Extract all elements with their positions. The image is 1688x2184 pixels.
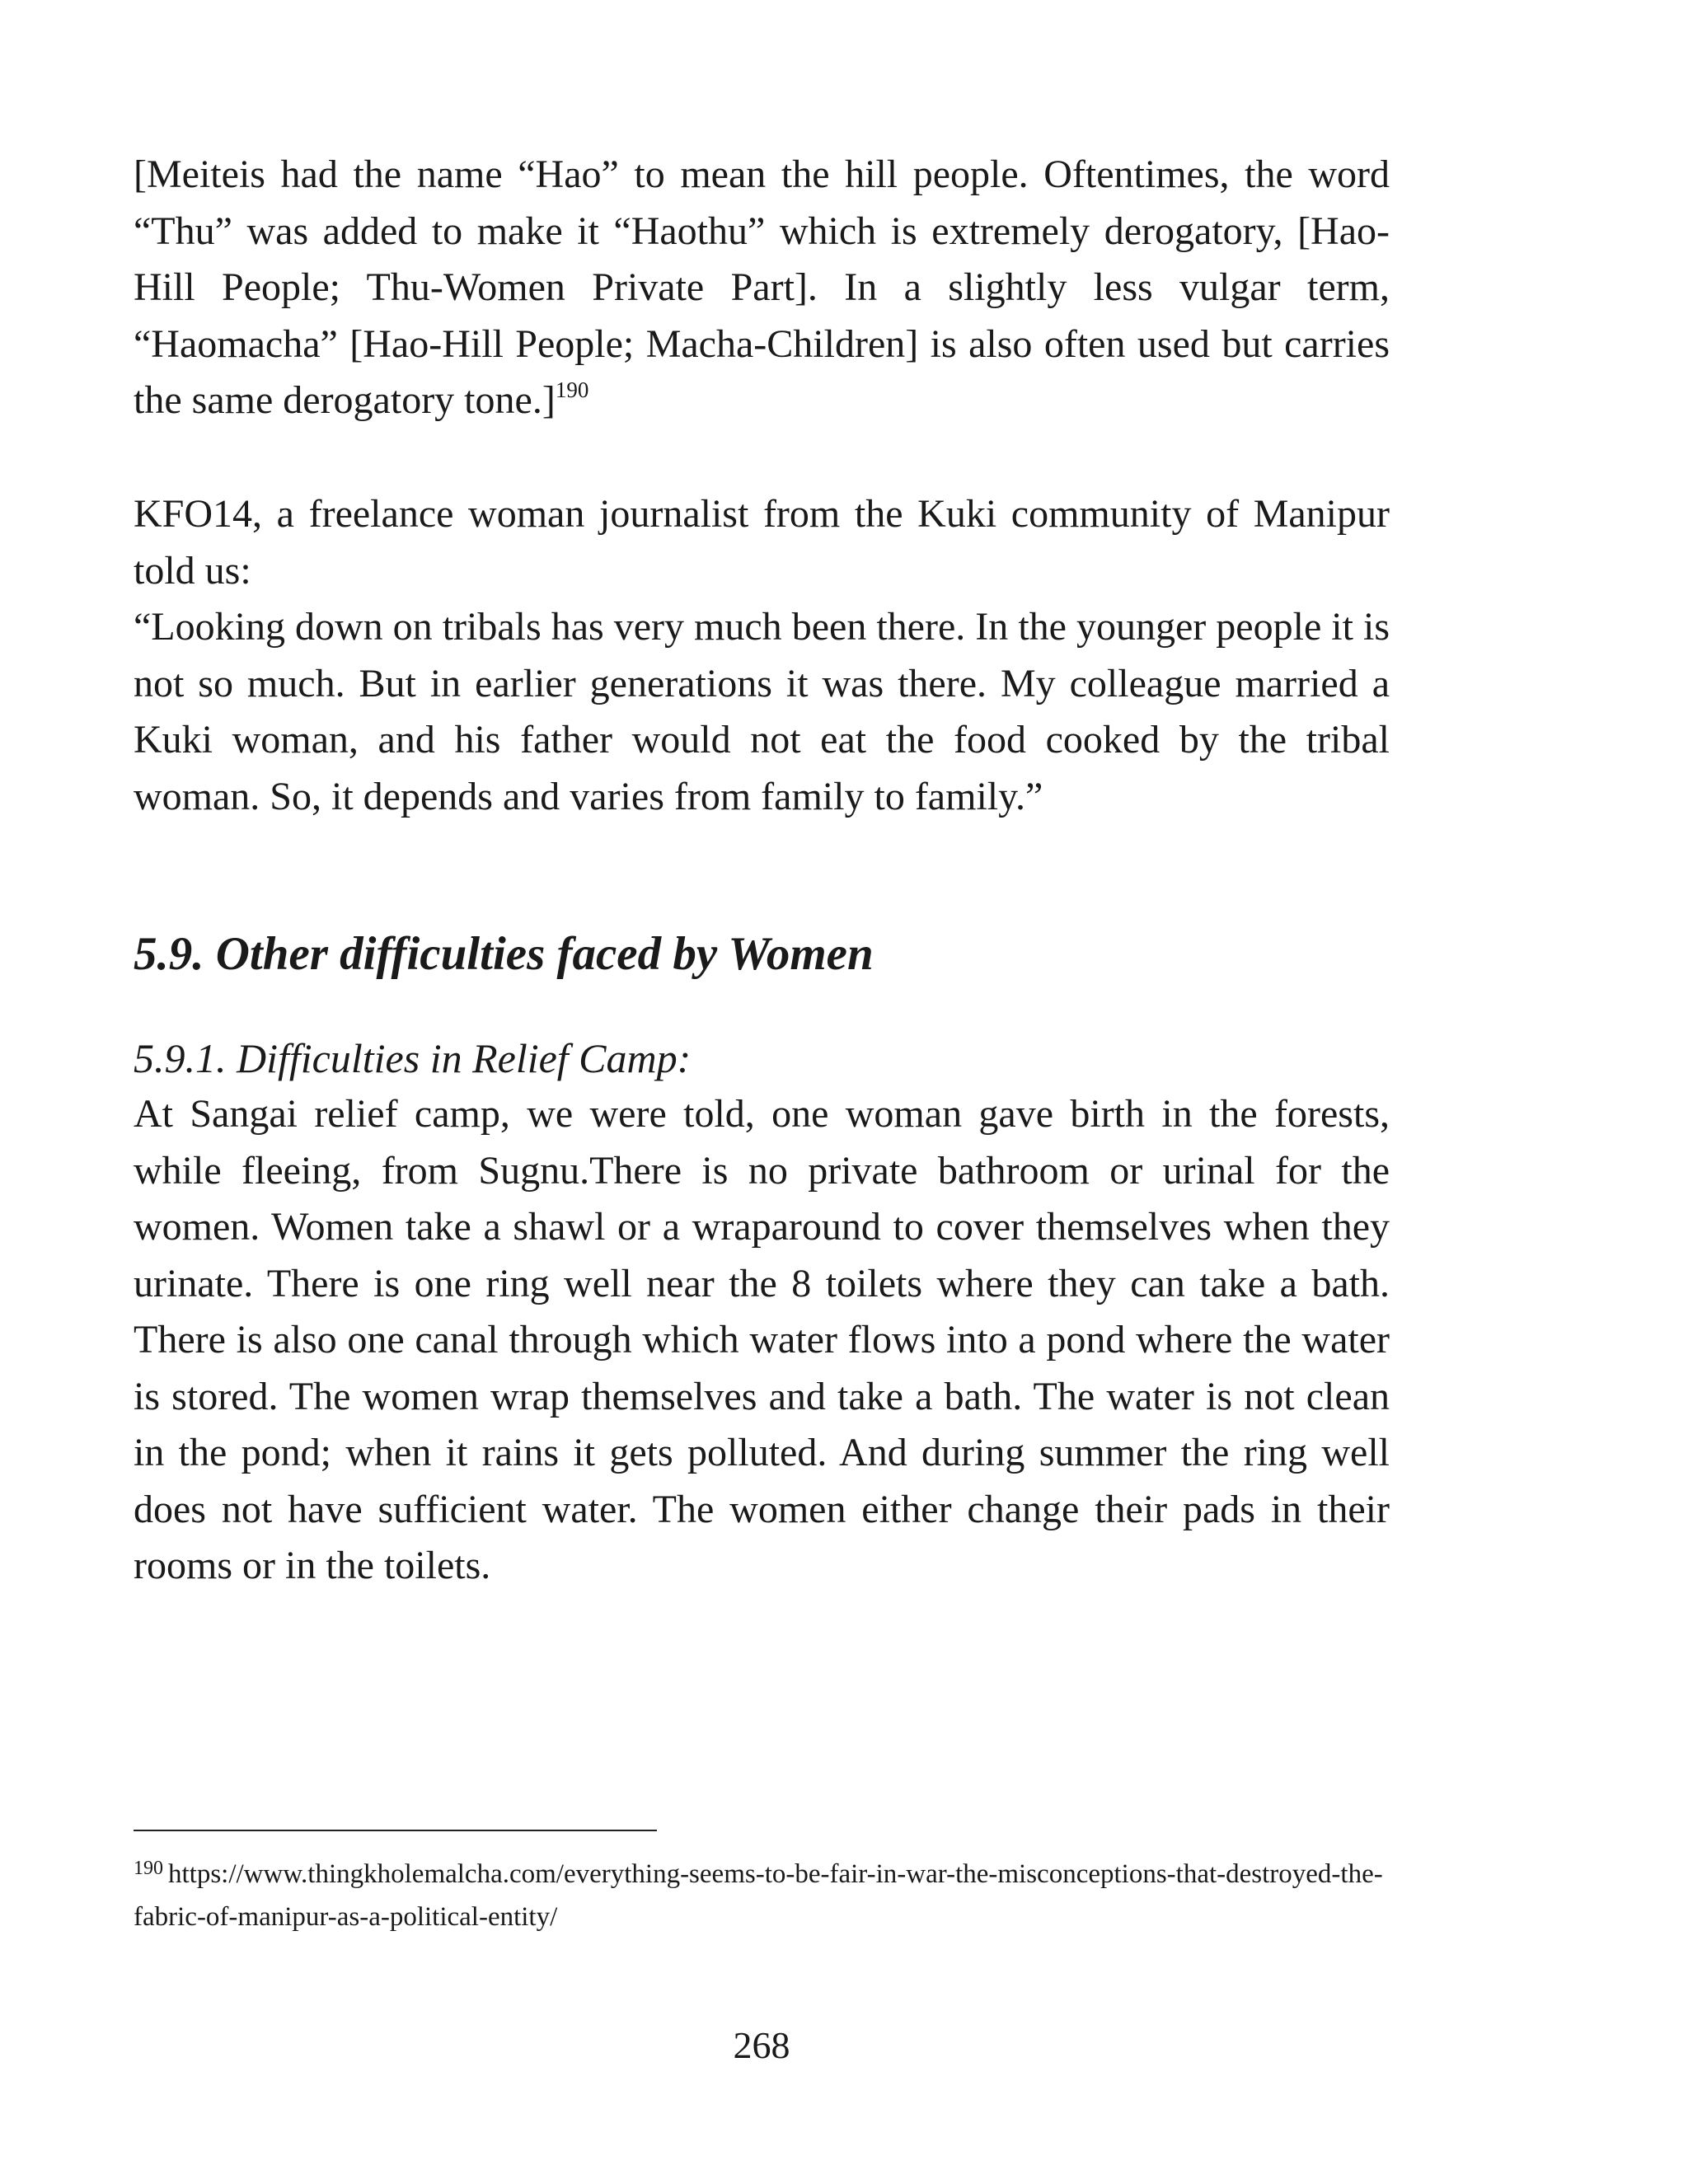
footnote-number: 190 (134, 1858, 163, 1879)
paragraph-relief-camp: At Sangai relief camp, we were told, one woman gave birth in the forests, while fleeing, from Sugnu.There is no private bathroom or urinal for the women. Women take a shawl or a wraparound to cover themselves when they urinate. There is one ring well near the 8 toilets where they can take a bath. There is also one canal through which water flows into a pond where the water is stored. The women wrap themselves and take a bath. The water is not clean in the pond; when it rains it gets polluted. And during summer the ring well does not have sufficient water. The women either change their pads in their rooms or in the toilets. (134, 1092, 1390, 1587)
page-number: 268 (733, 2024, 790, 2066)
subsection-heading: 5.9.1. Difficulties in Relief Camp: (134, 1035, 692, 1081)
footnote (134, 1854, 1390, 1938)
paragraph-kfo14-quote (134, 486, 1390, 825)
section-heading: 5.9. Other difficulties faced by Women (134, 928, 874, 980)
footnote-url[interactable]: https://www.thingkholemalcha.com/everything-seems-to-be-fair-in-war-the-misconceptions-that-destroyed-the-fabric-of-manipur-as-a-political-entity/ (134, 1859, 1383, 1932)
quote-intro: KFO14, a freelance woman journalist from the Kuki community of Manipur told us: (134, 492, 1390, 593)
quote-text: “Looking down on tribals has very much been there. In the younger people it is not so much. But in earlier generations it was there. My colleague married a Kuki woman, and his father would not eat the food cooked by the tribal woman. So, it depends and varies from family to family.” (134, 605, 1390, 818)
footnote-divider (134, 1830, 657, 1831)
paragraph-text: [Meiteis had the name “Hao” to mean the hill people. Oftentimes, the word “Thu” was added to make it “Haothu” which is extremely derogatory, [Hao-Hill People; Thu-Women Private Part]. In a slightly less vulgar term, “Haomacha” [Hao-Hill People; Macha-Children] is also often used but carries the same derogatory tone.] (134, 152, 1390, 422)
paragraph-hao-term (134, 147, 1390, 429)
footnote-reference[interactable]: 190 (555, 377, 589, 402)
